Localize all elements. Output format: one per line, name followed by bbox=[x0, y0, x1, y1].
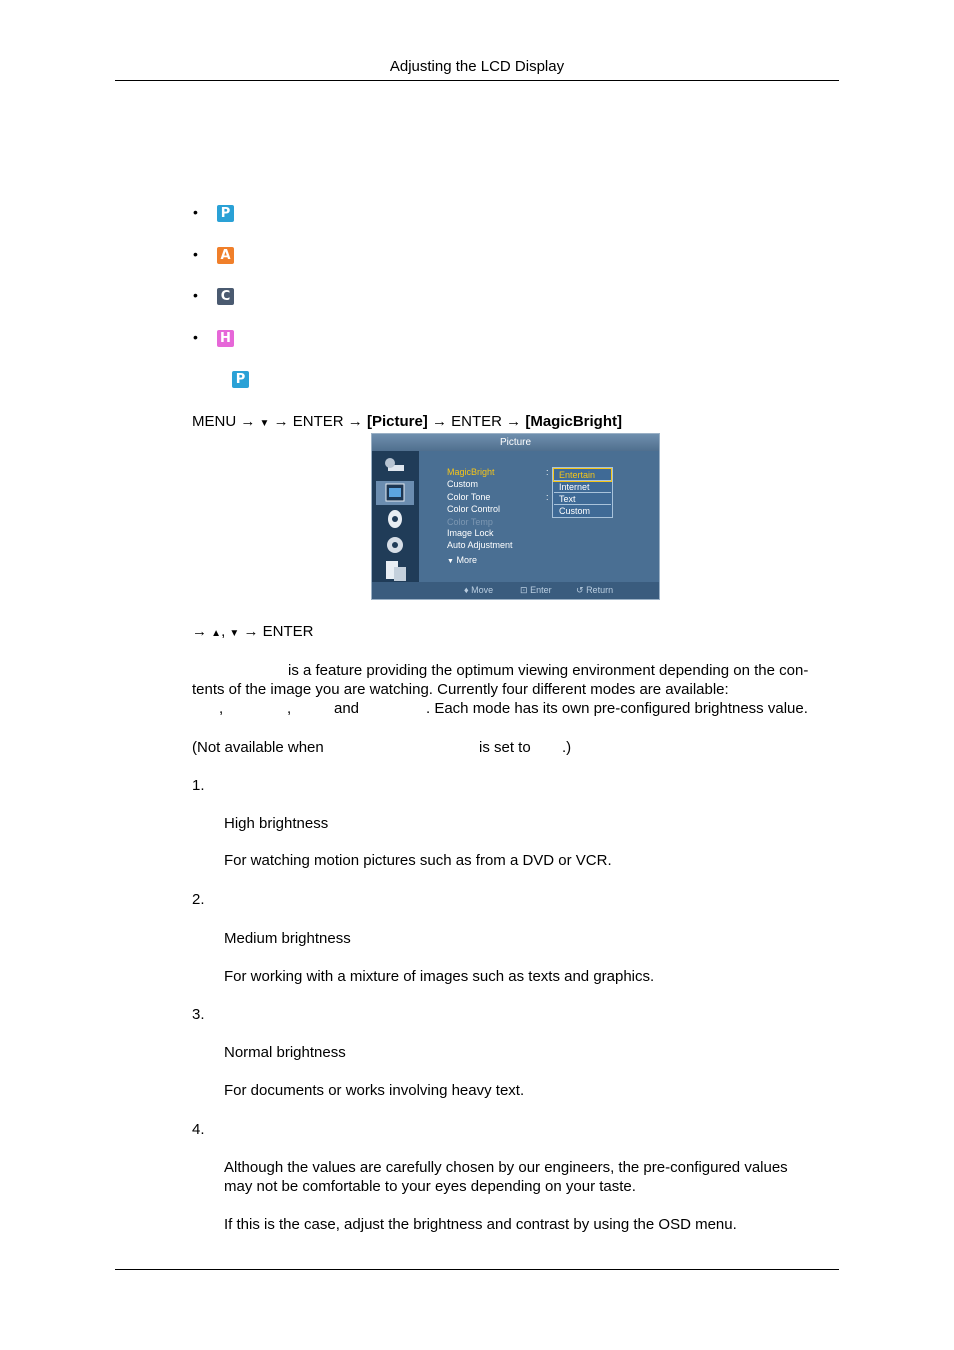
description-sep: , bbox=[287, 700, 292, 717]
nav-enter: ENTER bbox=[451, 413, 502, 430]
bullet: • bbox=[193, 204, 198, 220]
list-item-line: For watching motion pictures such as from a DVD or VCR. bbox=[224, 852, 612, 869]
list-item-line: Although the values are carefully chosen by our engineers, the pre-configured values bbox=[224, 1159, 788, 1176]
osd-item-color-tone: Color Tone bbox=[447, 492, 491, 502]
osd-screenshot bbox=[371, 433, 660, 600]
nav-arrow: → bbox=[347, 413, 363, 430]
description-line-3-end: . Each mode has its own pre-configured brightness value. bbox=[426, 700, 808, 717]
nav-arrow: → bbox=[243, 623, 259, 640]
osd-item-auto-adjustment: Auto Adjustment bbox=[447, 540, 513, 550]
osd-item-color-control: Color Control bbox=[447, 504, 501, 514]
osd-option-internet: Internet bbox=[554, 481, 611, 493]
nav-enter: ENTER bbox=[262, 623, 314, 640]
osd-title: Picture bbox=[372, 434, 659, 451]
header-rule bbox=[115, 80, 839, 81]
nav-picture: [Picture] bbox=[366, 413, 428, 430]
osd-item-magicbright: MagicBright bbox=[447, 467, 495, 477]
bullet: • bbox=[193, 287, 198, 303]
osd-item-image-lock: Image Lock bbox=[447, 528, 494, 538]
nav-comma: , bbox=[221, 623, 226, 640]
multi-window-icon bbox=[376, 559, 414, 583]
list-item-line: If this is the case, adjust the brightness and contrast by using the OSD menu. bbox=[224, 1216, 737, 1233]
list-number: 1. bbox=[192, 777, 205, 794]
up-arrow-icon: ▲ bbox=[211, 628, 222, 639]
list-number: 3. bbox=[192, 1006, 205, 1023]
osd-option-custom: Custom bbox=[559, 506, 591, 516]
nav-enter: ENTER bbox=[292, 413, 344, 430]
list-item-line: For documents or works involving heavy text. bbox=[224, 1082, 525, 1099]
mode-h-icon: H bbox=[217, 330, 234, 347]
description-line-2: tents of the image you are watching. Currently four different modes are available: bbox=[192, 681, 729, 698]
osd-colon: : bbox=[546, 492, 549, 502]
list-number: 4. bbox=[192, 1121, 205, 1138]
nav-arrow: → bbox=[431, 413, 447, 430]
osd-dropdown bbox=[552, 467, 613, 518]
description-line-1: is a feature providing the optimum viewing environment depending on the con- bbox=[288, 662, 809, 679]
satellite-icon bbox=[376, 455, 414, 479]
osd-move bbox=[464, 582, 493, 599]
availability-part-2: is set to bbox=[479, 739, 531, 756]
osd-footer bbox=[372, 582, 659, 599]
availability-part-1: (Not available when bbox=[192, 739, 324, 756]
list-item-line: Normal brightness bbox=[224, 1044, 346, 1061]
list-item-line: High brightness bbox=[224, 815, 329, 832]
list-item-line: Medium brightness bbox=[224, 930, 351, 947]
move-icon: ♦ bbox=[464, 585, 469, 595]
nav-arrow: → bbox=[273, 413, 289, 430]
note-p-icon: P bbox=[232, 371, 249, 388]
osd-more-label: More bbox=[456, 555, 477, 565]
enter-icon: ⊡ bbox=[520, 585, 528, 595]
description-and: and bbox=[334, 700, 360, 717]
nav-arrow: → bbox=[506, 413, 522, 430]
list-number: 2. bbox=[192, 891, 205, 908]
down-arrow-icon: ▼ bbox=[229, 628, 240, 639]
osd-item-more bbox=[447, 554, 477, 568]
osd-option-entertain: Entertain bbox=[554, 469, 611, 481]
nav-arrow: → bbox=[192, 623, 207, 640]
setup-gear-icon bbox=[376, 533, 414, 557]
osd-item-custom: Custom bbox=[447, 479, 479, 489]
bullet: • bbox=[193, 246, 198, 262]
mode-p-icon: P bbox=[217, 205, 234, 222]
return-icon: ↺ bbox=[576, 585, 584, 595]
nav-select bbox=[192, 622, 314, 643]
list-item-line: may not be comfortable to your eyes depending on your taste. bbox=[224, 1178, 636, 1195]
mode-c-icon: C bbox=[217, 288, 234, 305]
availability-part-3: .) bbox=[562, 739, 572, 756]
footer-rule bbox=[115, 1269, 839, 1270]
picture-icon bbox=[376, 481, 414, 505]
mode-a-icon: A bbox=[217, 247, 234, 264]
osd-colon: : bbox=[546, 467, 549, 477]
sound-icon bbox=[376, 507, 414, 531]
osd-enter-label: Enter bbox=[530, 585, 552, 595]
osd-move-label: Move bbox=[471, 585, 494, 595]
osd-item-color-temp: Color Temp bbox=[447, 517, 493, 527]
nav-magicbright: [MagicBright] bbox=[525, 413, 622, 430]
description-sep: , bbox=[219, 700, 224, 717]
osd-sidebar bbox=[372, 451, 419, 582]
osd-option-text: Text bbox=[554, 493, 611, 505]
page-header-title: Adjusting the LCD Display bbox=[389, 58, 565, 75]
down-arrow-icon: ▼ bbox=[259, 418, 270, 429]
list-item-line: For working with a mixture of images such as texts and graphics. bbox=[224, 968, 655, 985]
osd-return-label: Return bbox=[586, 585, 614, 595]
nav-arrow: → bbox=[240, 413, 256, 430]
nav-menu: MENU bbox=[192, 413, 237, 430]
osd-return bbox=[576, 582, 613, 599]
bullet: • bbox=[193, 329, 198, 345]
down-arrow-icon: ▼ bbox=[447, 558, 454, 565]
osd-enter bbox=[520, 582, 552, 599]
nav-path bbox=[192, 412, 622, 433]
